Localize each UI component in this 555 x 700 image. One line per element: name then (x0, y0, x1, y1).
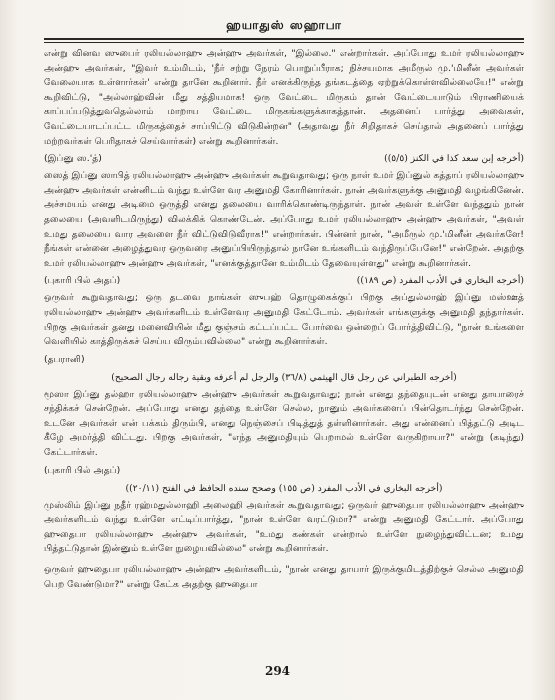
reference-4-label: (புகாரி பில் அதப்) (44, 464, 121, 476)
page-body (44, 47, 524, 592)
reference-4-arabic: (أخرجه الطبراني عن رجل قال الهيثمي (٣٦/٨) والرجل لم أعرفه وبقية رجاله رجال الصحيح) (111, 371, 457, 383)
reference-2-label: (புகாரி பில் அதப்) (44, 275, 121, 287)
header-title: ஹயாதுஸ் ஸஹாபா (226, 18, 342, 32)
reference-2-arabic: (أخرجه البخاري في الأدب المفرد (ص ١٨٩)) (356, 275, 524, 287)
paragraph-4: மூஸா இப்னு தல்ஹா ரலியல்லாஹு அன்ஹு அவர்கள் கூறுவதாவது; நான் எனது தந்தையுடன் எனது தாயாரைச் சந்திக்கச் சென்றேன். அப்போது எனது தந்தை உள்ளே செல்ல, நானும் அவர்களைப் பின்தொடர்ந்து சென்றேன். உடனே அவர்கள் என் பக்கம் திரும்பி, எனது நெஞ்சைப் பிடித்துத் தள்ளினார்கள். அது என்னைப் பித்தட்டு அடிட கீழே அமர்த்தி விட்டது. பிறகு அவர்கள், "எந்த அனுமதியும் பெறாமல் உள்ளே வருகிறாயா?" என்று (கடிந்து) கேட்டார்கள். (44, 388, 524, 459)
reference-3-label: (தபரானி) (44, 353, 85, 365)
reference-5-arabic-line (44, 481, 524, 496)
header-rule (44, 42, 524, 43)
reference-1 (44, 151, 524, 166)
reference-5-arabic: (أخرجه البخاري في الأدب المفرد (ص ١٥٥) وصحح سنده الحافظ في الفتح (٢٠/١١)) (125, 482, 443, 494)
reference-4 (44, 463, 524, 478)
paragraph-3: ஒருவர் கூறுவதாவது; ஒரு தடவை நாங்கள் ஸுபஹ் தொழுகைக்குப் பிறகு அப்துல்லாஹ் இப்னு மஸ்ஊத் ரலியல்லாஹு அன்ஹு அவர்களிடம் உள்ளேவர அனுமதி கேட்டோம். அவர்கள் எங்களுக்கு அனுமதி தந்தார்கள். பிறகு அவர்கள் தனது மனைவியின் மீது குஞ்சம் கட்டப்பட்ட போர்வை ஒன்றைப் போர்த்திவிட்டு, "நான் உங்களை வெளியில் காத்திருக்கச் செய்ய விரும்பவில்லை" என்று கூறினார்கள். (44, 292, 524, 348)
reference-4-arabic-line (44, 370, 524, 385)
paragraph-2: ஸைத் இப்னு ஸாபித் ரலியல்லாஹு அன்ஹு அவர்கள் கூறுவதாவது; ஒரு நாள் உமர் இப்னுல் கத்தாப் ரலியல்லாஹு அன்ஹு அவர்கள் என்னிடம் வந்து உள்ளே வர அனுமதி கோரினார்கள். நான் அவர்களுக்கு அனுமதி வழங்கினேன். அச்சமயம் எனது அடிமை ஒருத்தி எனது தலையை வாரிக்கொண்டிருந்தாள். நான் அவள் உள்ளே வந்ததும் நான் தலையை (அவளிடமிருந்து) விலக்கிக் கொண்டேன். அப்போது உமர் ரலியல்லாஹு அன்ஹு அவர்கள், "அவள் உமது தலையை வார அவளை நீர் விட்டுவிடுவீராக!" என்றார்கள். பின்னர் நான், "அமீருல் மு.'மினீன் அவர்களே! நீங்கள் என்னை அழைத்துவர ஒருவரை அனுப்பியிருந்தால் நானே உங்களிடம் வந்திருப்பேனே!" என்றேன். அதற்கு உமர் ரலியல்லாஹு அன்ஹு அவர்கள், "எனக்குத்தானே உம்மிடம் தேவையுள்ளது" என்று கூறினார்கள். (44, 170, 524, 269)
reference-1-label: (இப்னு ஸ.'த்) (44, 153, 102, 165)
paragraph-5: முஸ்லிம் இப்னு நதீர் ரஹ்மதுல்லாஹி அலைஹி அவர்கள் கூறுவதாவது; ஒருவர் ஹுதைபா ரலியல்லாஹு அன்ஹு அவர்களிடம் வந்து உள்ளே எட்டிப்பார்த்து, "நான் உள்ளே வரட்டுமா?" என்று அனுமதி கேட்டார். அப்போது ஹுதைபா ரலியல்லாஹு அன்ஹு அவர்கள், "உமது கண்கள் என்றால் உள்ளே நுழைந்துவிட்டன; உமது பித்தட்டுதான் இன்னும் உள்ளே நுழையவில்லை" என்று கூறினார்கள். (44, 499, 524, 555)
paragraph-1: என்று வினவ ஸுபைர் ரலியல்லாஹு அன்ஹு அவர்கள், "இல்லை." என்றார்கள். அப்போது உமர் ரலியல்லாஹு அன்ஹு அவர்கள், "இவர் உம்மிடம், 'நீர் சற்று நேரம் பொறுப்பீராக; நிச்சயமாக அமீருல் மு.'மினீன் அவர்கள் வேலையாக உள்ளார்கள்' என்று தானே கூறினார். நீர் எனக்கிருந்த தங்கடத்தை ஏற்றுக்கொள்ளவில்லையே!" என்று கூறிவிட்டு, "அல்லாஹ்வின் மீது சத்தியமாக! ஒரு வேட்டை மிருகம் தான் வேட்டையாடும் பிராணியைக் காப்பப்படுத்துவதெல்லாம் மாறாய வேட்டை மிருகங்களுக்காகத்தான். அதனைப் பார்த்து அவைகள், வேட்டையாடப்பட்ட மிருகத்தைச் சாப்பிட்டு விடுகின்றன" (அதாவது நீர் சிறிதாகச் செய்தால் அதனைப் பார்த்து மற்றவர்கள் பெரிதாகச் செய்வார்கள்) என்று கூறினார்கள். (44, 48, 524, 147)
paragraph-6: ஒருவர் ஹுதைபா ரலியல்லாஹு அன்ஹு அவர்களிடம், "நான் எனது தாயார் இருக்குமிடத்திற்குச் செல்ல அனுமதி பெற வேண்டுமா?" என்று கேட்க அதற்கு ஹுதைபா (44, 564, 524, 590)
reference-2 (44, 273, 524, 288)
reference-3 (44, 352, 524, 367)
reference-1-arabic: (أخرجه إبن سعد كذا في الكنز (٥/٥)) (384, 153, 524, 165)
running-header (44, 14, 524, 40)
page-number: 294 (264, 664, 291, 678)
